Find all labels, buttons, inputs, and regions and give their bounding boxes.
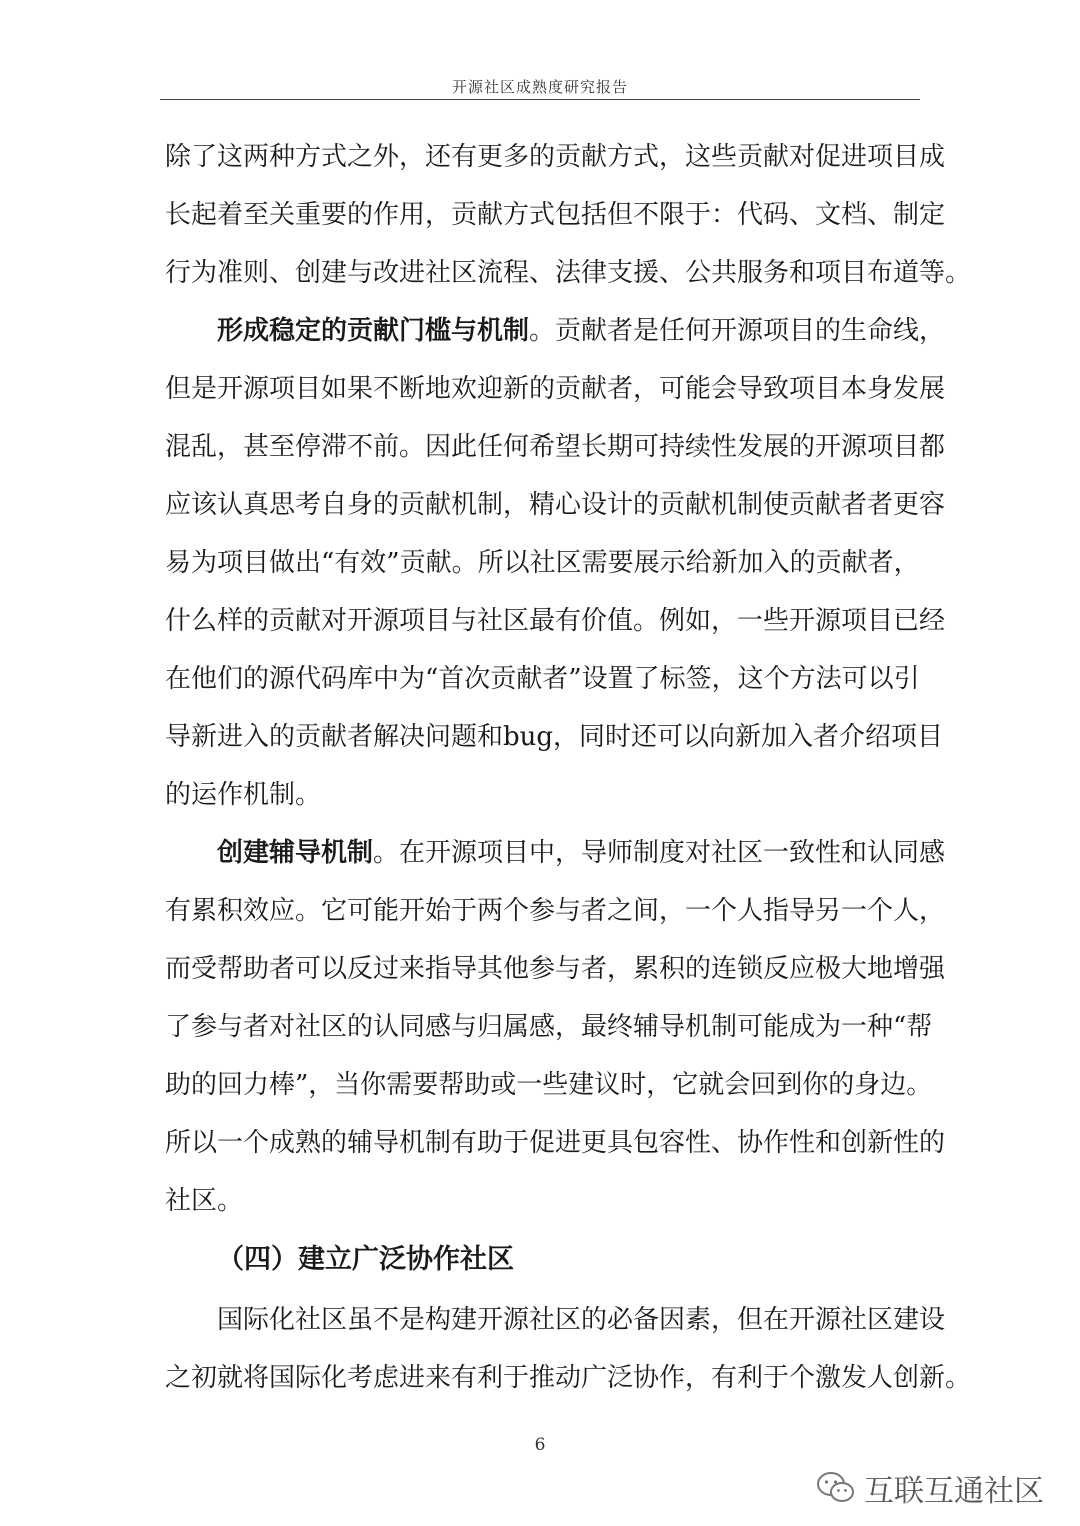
paragraph-line: 导新进入的贡献者解决问题和bug，同时还可以向新加入者介绍项目 bbox=[165, 722, 944, 752]
paragraph-line: 了参与者对社区的认同感与归属感，最终辅导机制可能成为一种“帮 bbox=[165, 1012, 933, 1042]
paragraph-line: 长起着至关重要的作用，贡献方式包括但不限于：代码、文档、制定 bbox=[165, 200, 946, 230]
watermark-text: 互联互通社区 bbox=[864, 1474, 1044, 1509]
paragraph-text: 。在开源项目中，导师制度对社区一致性和认同感 bbox=[373, 838, 946, 868]
paragraph-line: 而受帮助者可以反过来指导其他参与者，累积的连锁反应极大地增强 bbox=[165, 954, 946, 984]
paragraph-line: 的运作机制。 bbox=[165, 780, 322, 810]
paragraph-first-line bbox=[217, 311, 946, 351]
inline-heading: 创建辅导机制 bbox=[217, 838, 374, 868]
paragraph-line: 行为准则、创建与改进社区流程、法律支援、公共服务和项目布道等。 bbox=[165, 258, 972, 288]
paragraph-line: 但是开源项目如果不断地欢迎新的贡献者，可能会导致项目本身发展 bbox=[165, 374, 946, 404]
paragraph-line: 易为项目做出“有效”贡献。所以社区需要展示给新加入的贡献者， bbox=[165, 548, 920, 578]
paragraph-first-line: 国际化社区虽不是构建开源社区的必备因素，但在开源社区建设 bbox=[217, 1305, 946, 1335]
paragraph-line: 有累积效应。它可能开始于两个参与者之间，一个人指导另一个人， bbox=[165, 896, 946, 926]
header-divider bbox=[160, 99, 920, 100]
paragraph-line: 之初就将国际化考虑进来有利于推动广泛协作，有利于个激发人创新。 bbox=[165, 1363, 972, 1393]
paragraph-text: 。贡献者是任何开源项目的生命线， bbox=[529, 316, 946, 346]
wechat-icon bbox=[816, 1470, 856, 1506]
paragraph-line: 应该认真思考自身的贡献机制，精心设计的贡献机制使贡献者者更容 bbox=[165, 490, 946, 520]
inline-heading: 形成稳定的贡献门槛与机制 bbox=[217, 316, 530, 346]
paragraph-line: 社区。 bbox=[165, 1186, 244, 1216]
watermark bbox=[816, 1466, 1044, 1510]
paragraph-line: 除了这两种方式之外，还有更多的贡献方式，这些贡献对促进项目成 bbox=[165, 142, 946, 172]
section-title: （四）建立广泛协作社区 bbox=[217, 1244, 514, 1275]
paragraph-line: 什么样的贡献对开源项目与社区最有价值。例如，一些开源项目已经 bbox=[165, 606, 946, 636]
paragraph-line: 在他们的源代码库中为“首次贡献者”设置了标签，这个方法可以引 bbox=[165, 664, 920, 694]
paragraph-line: 助的回力棒”，当你需要帮助或一些建议时，它就会回到你的身边。 bbox=[165, 1070, 933, 1100]
page-header: 开源社区成熟度研究报告 bbox=[451, 78, 628, 96]
paragraph-line: 所以一个成熟的辅导机制有助于促进更具包容性、协作性和创新性的 bbox=[165, 1128, 946, 1158]
paragraph-line: 混乱，甚至停滞不前。因此任何希望长期可持续性发展的开源项目都 bbox=[165, 432, 946, 462]
paragraph-first-line bbox=[217, 833, 946, 873]
page-number: 6 bbox=[534, 1435, 546, 1455]
